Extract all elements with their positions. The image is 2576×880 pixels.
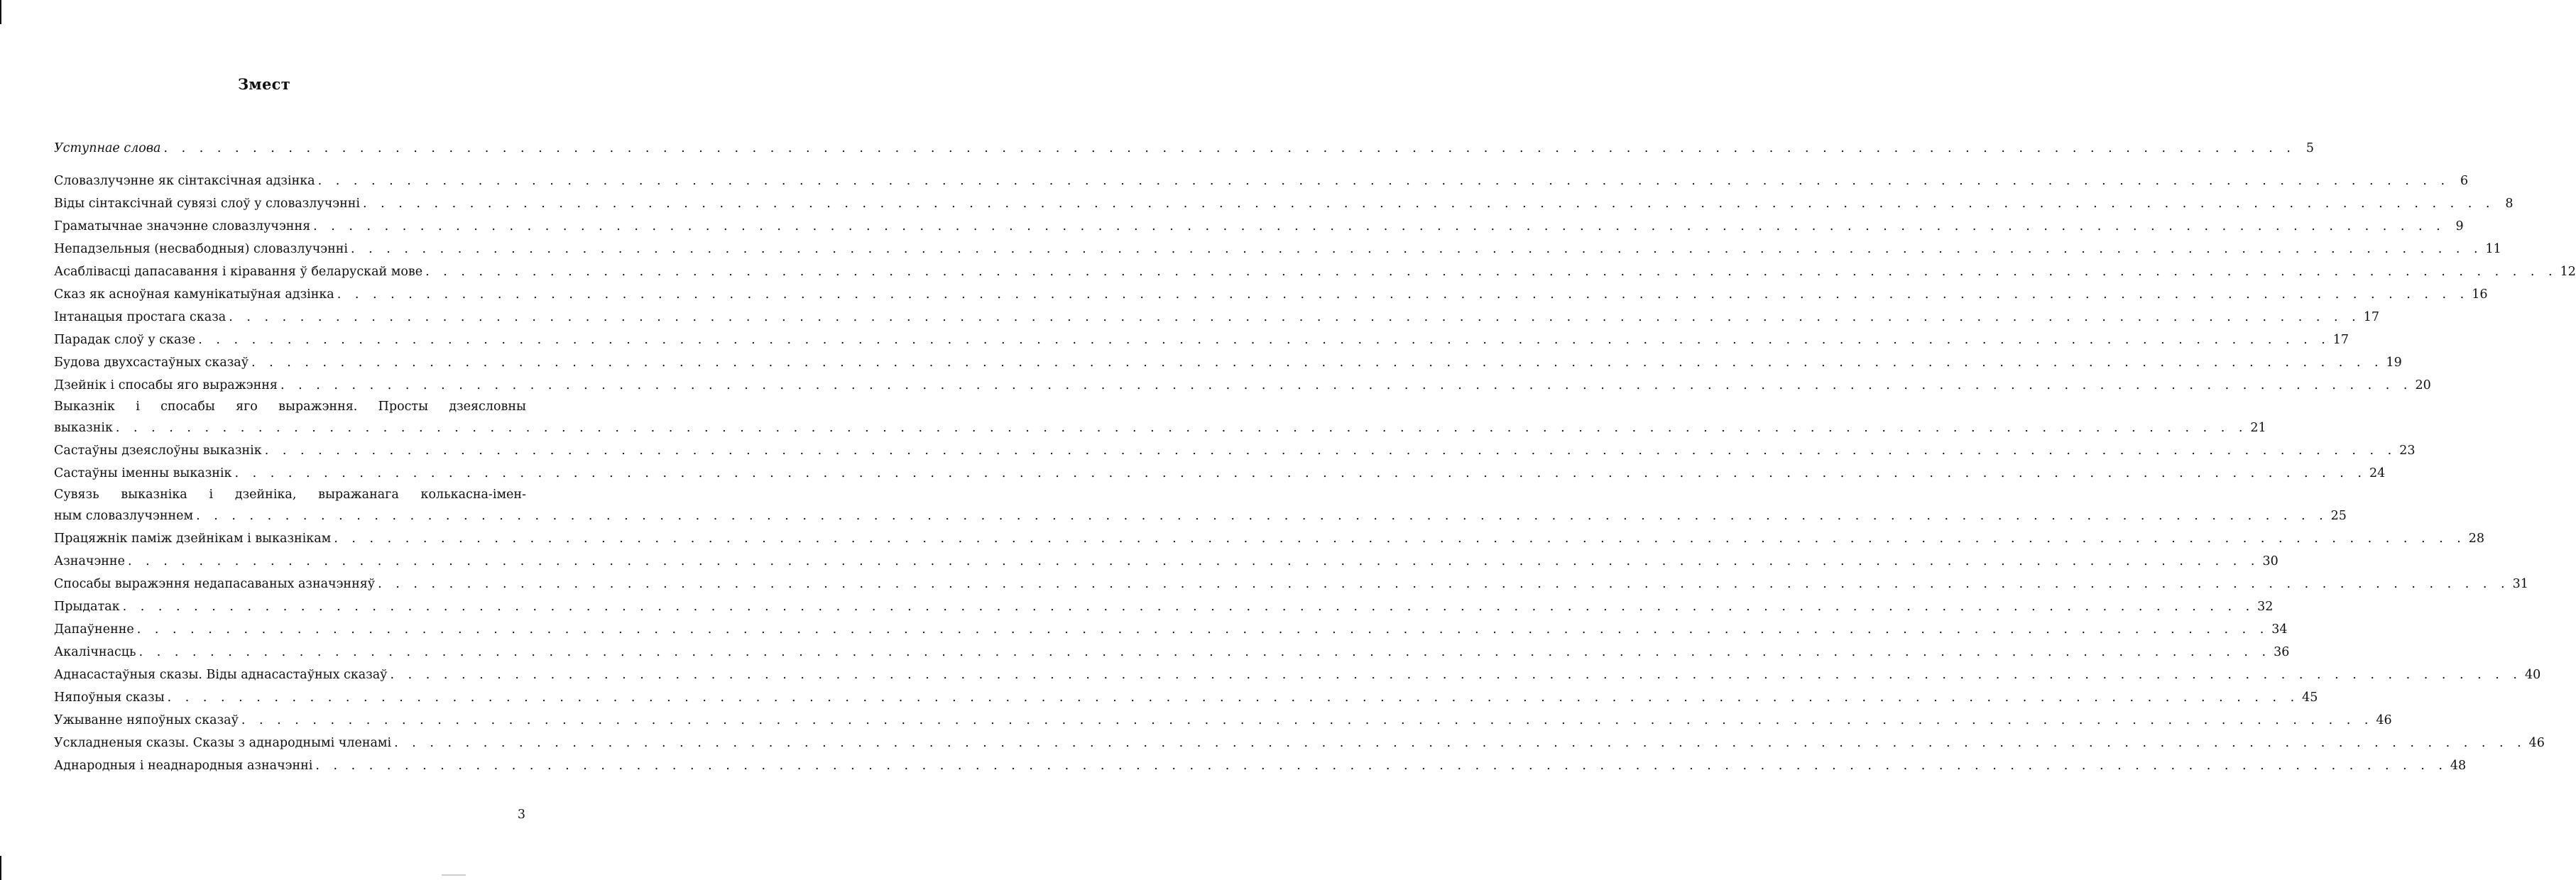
toc-entry-word: выражанага [318,488,399,502]
dot-leader: . . . . . . . . . . . . . . . . . . . . . . . . . . . . . . . . . . . . . . . . . . . . . . . . . . . . . . . . . . . . . . . . . . . . . . . . . . . . . . . . . . . . . . . . . . . . . . . . . . . . . . . . . . . . . . . . . . . . . . . . [313,219,2445,233]
toc-entry-title: Асаблівасці дапасавання і кіравання ў беларускай мове [54,265,423,279]
toc-entry-word: і [136,400,140,414]
dot-leader: . . . . . . . . . . . . . . . . . . . . . . . . . . . . . . . . . . . . . . . . . . . . . . . . . . . . . . . . . . . . . . . . . . . . . . . . . . . . . . . . . . . . . . . . . . . . . . . . . . . . . . . . . . . . . . . . . . . . . . . . [234,466,2367,480]
toc-entry-word: дзеясловны [449,400,526,414]
toc-entry-page: 46 [2528,736,2545,750]
toc-entry-page: 6 [2460,174,2469,188]
toc-entry-word: Просты [378,400,429,414]
toc-entry [54,595,2274,618]
toc-entry-title: Аднародныя і неаднародныя азначэнні [54,759,313,773]
toc-entry-title: Прыдатак [54,600,120,614]
dot-leader: . . . . . . . . . . . . . . . . . . . . . . . . . . . . . . . . . . . . . . . . . . . . . . . . . . . . . . . . . . . . . . . . . . . . . . . . . . . . . . . . . . . . . . . . . . . . . . . . . . . . . . . . . . . . . . . . . . . . . . . . [280,378,2413,392]
toc-entry-page: 34 [2271,622,2288,637]
toc-entry-page: 23 [2399,444,2416,458]
toc-entry [54,641,2290,664]
toc-entry [54,351,2402,374]
toc-entry [54,137,2314,160]
toc-entry-title: Парадак слоў у сказе [54,333,196,347]
toc-entry-word: яго [236,400,258,414]
page-title: Змест [237,75,291,93]
toc-entry-title-line1 [54,485,526,505]
toc-entry [54,664,2541,686]
toc-entry-title-line2: ным словазлучэннем [54,509,194,523]
dot-leader: . . . . . . . . . . . . . . . . . . . . . . . . . . . . . . . . . . . . . . . . . . . . . . . . . . . . . . . . . . . . . . . . . . . . . . . . . . . . . . . . . . . . . . . . . . . . . . . . . . . . . . . . . . . . . . . . . . . . . . . . [394,736,2526,750]
dot-leader: . . . . . . . . . . . . . . . . . . . . . . . . . . . . . . . . . . . . . . . . . . . . . . . . . . . . . . . . . . . . . . . . . . . . . . . . . . . . . . . . . . . . . . . . . . . . . . . . . . . . . . . . . . . . . . . . . . . . . . . . [317,174,2450,188]
dot-leader: . . . . . . . . . . . . . . . . . . . . . . . . . . . . . . . . . . . . . . . . . . . . . . . . . . . . . . . . . . . . . . . . . . . . . . . . . . . . . . . . . . . . . . . . . . . . . . . . . . . . . . . . . . . . . . . . . . . . . . . . [334,532,2466,546]
dot-leader: . . . . . . . . . . . . . . . . . . . . . . . . . . . . . . . . . . . . . . . . . . . . . . . . . . . . . . . . . . . . . . . . . . . . . . . . . . . . . . . . . . . . . . . . . . . . . . . . . . . . . . . . . . . . . . . . . . . . . . . . [138,645,2271,659]
toc-entry-title: Аднасастаўныя сказы. Віды аднасастаўных сказаў [54,668,388,682]
toc-entry-title: Словазлучэнне як сінтаксічная адзінка [54,174,315,188]
dot-leader: . . . . . . . . . . . . . . . . . . . . . . . . . . . . . . . . . . . . . . . . . . . . . . . . . . . . . . . . . . . . . . . . . . . . . . . . . . . . . . . . . . . . . . . . . . . . . . . . . . . . . . . . . . . . . . . . . . . . . . . . [363,197,2495,211]
toc-entry-page: 46 [2376,713,2392,727]
toc-entry-page: 21 [2250,421,2266,435]
toc-entry-page: 9 [2455,219,2464,233]
toc-entry [54,485,2347,527]
dot-leader: . . . . . . . . . . . . . . . . . . . . . . . . . . . . . . . . . . . . . . . . . . . . . . . . . . . . . . . . . . . . . . . . . . . . . . . . . . . . . . . . . . . . . . . . . . . . . . . . . . . . . . . . . . . . . . . . . . . . . . . . [229,310,2361,324]
toc-entry [54,329,2349,351]
toc-entry [54,618,2288,641]
toc-entry-page: 17 [2363,310,2379,324]
crop-mark-bottom [0,856,1,880]
page-number: 3 [517,808,525,822]
toc-entry [54,238,2501,260]
dot-leader: . . . . . . . . . . . . . . . . . . . . . . . . . . . . . . . . . . . . . . . . . . . . . . . . . . . . . . . . . . . . . . . . . . . . . . . . . . . . . . . . . . . . . . . . . . . . . . . . . . . . . . . . . . . . . . . . . . . . . . . . [198,333,2330,347]
toc-entry [54,709,2392,732]
toc-entry [54,283,2488,306]
toc-entry-page: 19 [2386,356,2402,370]
toc-entry-title: Віды сінтаксічнай сувязі слоў у словазлучэнні [54,197,360,211]
toc-entry-page: 20 [2415,378,2431,392]
toc-entry-word: дзейніка, [234,488,297,502]
scan-artifact [442,874,466,876]
toc-entry-page: 25 [2330,509,2347,523]
dot-leader: . . . . . . . . . . . . . . . . . . . . . . . . . . . . . . . . . . . . . . . . . . . . . . . . . . . . . . . . . . . . . . . . . . . . . . . . . . . . . . . . . . . . . . . . . . . . . . . . . . . . . . . . . . . . . . . . . . . . . . . . [241,713,2374,727]
toc-entry-title: Інтанацыя простага сказа [54,310,227,324]
toc-entry-page: 45 [2302,691,2318,705]
dot-leader: . . . . . . . . . . . . . . . . . . . . . . . . . . . . . . . . . . . . . . . . . . . . . . . . . . . . . . . . . . . . . . . . . . . . . . . . . . . . . . . . . . . . . . . . . . . . . . . . . . . . . . . . . . . . . . . . . . . . . . . . [196,509,2328,523]
crop-mark-top [0,0,1,24]
toc-entry-title: Сказ як асноўная камунікатыўная адзінка [54,287,334,302]
toc-entry-title: Няпоўныя сказы [54,691,165,705]
dot-leader: . . . . . . . . . . . . . . . . . . . . . . . . . . . . . . . . . . . . . . . . . . . . . . . . . . . . . . . . . . . . . . . . . . . . . . . . . . . . . . . . . . . . . . . . . . . . . . . . . . . . . . . . . . . . . . . . . . . . . . . . [378,577,2510,591]
toc-entry-title: Састаўны дзеяслоўны выказнік [54,444,262,458]
dot-leader: . . . . . . . . . . . . . . . . . . . . . . . . . . . . . . . . . . . . . . . . . . . . . . . . . . . . . . . . . . . . . . . . . . . . . . . . . . . . . . . . . . . . . . . . . . . . . . . . . . . . . . . . . . . . . . . . . . . . . . . . [115,421,2248,435]
dot-leader: . . . . . . . . . . . . . . . . . . . . . . . . . . . . . . . . . . . . . . . . . . . . . . . . . . . . . . . . . . . . . . . . . . . . . . . . . . . . . . . . . . . . . . . . . . . . . . . . . . . . . . . . . . . . . . . . . . . . . . . . [167,691,2300,705]
toc-entry [54,686,2318,709]
toc-entry-word: выказніка [121,488,187,502]
toc-entry [54,462,2386,485]
toc-entry-title: Граматычнае значэнне словазлучэння [54,219,311,233]
dot-leader: . . . . . . . . . . . . . . . . . . . . . . . . . . . . . . . . . . . . . . . . . . . . . . . . . . . . . . . . . . . . . . . . . . . . . . . . . . . . . . . . . . . . . . . . . . . . . . . . . . . . . . . . . . . . . . . . . . . . . . . . [163,141,2296,155]
toc-entry-page: 17 [2332,333,2349,347]
toc-entry [54,260,2576,283]
dot-leader: . . . . . . . . . . . . . . . . . . . . . . . . . . . . . . . . . . . . . . . . . . . . . . . . . . . . . . . . . . . . . . . . . . . . . . . . . . . . . . . . . . . . . . . . . . . . . . . . . . . . . . . . . . . . . . . . . . . . . . . . [251,356,2384,370]
toc-entry-title: Дзейнік і спосабы яго выражэння [54,378,278,392]
dot-leader: . . . . . . . . . . . . . . . . . . . . . . . . . . . . . . . . . . . . . . . . . . . . . . . . . . . . . . . . . . . . . . . . . . . . . . . . . . . . . . . . . . . . . . . . . . . . . . . . . . . . . . . . . . . . . . . . . . . . . . . . [127,554,2260,568]
dot-leader: . . . . . . . . . . . . . . . . . . . . . . . . . . . . . . . . . . . . . . . . . . . . . . . . . . . . . . . . . . . . . . . . . . . . . . . . . . . . . . . . . . . . . . . . . . . . . . . . . . . . . . . . . . . . . . . . . . . . . . . . [315,759,2447,773]
toc-entry-title: Састаўны іменны выказнік [54,466,232,480]
toc-entry-page: 5 [2305,141,2314,155]
toc-entry-title: Дапаўненне [54,622,134,637]
dot-leader: . . . . . . . . . . . . . . . . . . . . . . . . . . . . . . . . . . . . . . . . . . . . . . . . . . . . . . . . . . . . . . . . . . . . . . . . . . . . . . . . . . . . . . . . . . . . . . . . . . . . . . . . . . . . . . . . . . . . . . . . [390,668,2522,682]
toc-entry [54,374,2431,397]
toc-entry-title: Уступнае слова [54,141,161,155]
toc-entry-word: Выказнік [54,400,115,414]
toc-entry-page: 11 [2485,242,2501,256]
toc-entry-word: і [209,488,214,502]
dot-leader: . . . . . . . . . . . . . . . . . . . . . . . . . . . . . . . . . . . . . . . . . . . . . . . . . . . . . . . . . . . . . . . . . . . . . . . . . . . . . . . . . . . . . . . . . . . . . . . . . . . . . . . . . . . . . . . . . . . . . . . . [136,622,2269,637]
toc-entry-word: колькасна-імен- [420,488,526,502]
toc-entry [54,397,2266,439]
toc-entry-title: Спосабы выражэння недапасаваных азначэнняў [54,577,376,591]
toc-entry-title-line1 [54,397,526,417]
toc-entry-title: Акалічнасць [54,645,136,659]
toc-entry-page: 24 [2369,466,2386,480]
dot-leader: . . . . . . . . . . . . . . . . . . . . . . . . . . . . . . . . . . . . . . . . . . . . . . . . . . . . . . . . . . . . . . . . . . . . . . . . . . . . . . . . . . . . . . . . . . . . . . . . . . . . . . . . . . . . . . . . . . . . . . . . [264,444,2397,458]
toc-entry-word: Сувязь [54,488,99,502]
toc-entry-page: 12 [2560,265,2576,279]
dot-leader: . . . . . . . . . . . . . . . . . . . . . . . . . . . . . . . . . . . . . . . . . . . . . . . . . . . . . . . . . . . . . . . . . . . . . . . . . . . . . . . . . . . . . . . . . . . . . . . . . . . . . . . . . . . . . . . . . . . . . . . . [351,242,2483,256]
toc-entry [54,573,2528,595]
toc-entry [54,192,2514,215]
toc-entry-title: Непадзельныя (несвабодныя) словазлучэнні [54,242,349,256]
toc-entry [54,732,2545,754]
toc-entry-title: Азначэнне [54,554,125,568]
toc-entry-page: 48 [2450,759,2467,773]
toc-entry-page: 28 [2468,532,2485,546]
toc-entry-title: Ускладненыя сказы. Сказы з аднароднымі членамі [54,736,392,750]
dot-leader: . . . . . . . . . . . . . . . . . . . . . . . . . . . . . . . . . . . . . . . . . . . . . . . . . . . . . . . . . . . . . . . . . . . . . . . . . . . . . . . . . . . . . . . . . . . . . . . . . . . . . . . . . . . . . . . . . . . . . . . . [425,265,2558,279]
toc-entry [54,215,2464,238]
toc-entry-page: 40 [2524,668,2541,682]
toc-entry [54,439,2416,462]
toc-entry [54,170,2469,192]
dot-leader: . . . . . . . . . . . . . . . . . . . . . . . . . . . . . . . . . . . . . . . . . . . . . . . . . . . . . . . . . . . . . . . . . . . . . . . . . . . . . . . . . . . . . . . . . . . . . . . . . . . . . . . . . . . . . . . . . . . . . . . . [122,600,2255,614]
toc-entry-page: 16 [2472,287,2488,302]
toc-entry [54,527,2485,550]
dot-leader: . . . . . . . . . . . . . . . . . . . . . . . . . . . . . . . . . . . . . . . . . . . . . . . . . . . . . . . . . . . . . . . . . . . . . . . . . . . . . . . . . . . . . . . . . . . . . . . . . . . . . . . . . . . . . . . . . . . . . . . . [337,287,2469,302]
toc-entry-page: 36 [2274,645,2290,659]
toc-entry [54,550,2278,573]
toc-entry-page: 8 [2505,197,2514,211]
toc-entry [54,754,2467,777]
toc-entry-title: Будова двухсастаўных сказаў [54,356,249,370]
toc-entry-title: Ужыванне няпоўных сказаў [54,713,239,727]
toc-entry [54,306,2379,329]
toc-entry-word: выражэння. [278,400,358,414]
toc-entry-page: 32 [2257,600,2274,614]
toc-entry-word: спосабы [160,400,215,414]
toc-entry-page: 30 [2262,554,2278,568]
toc-entry-title-line2: выказнік [54,421,113,435]
table-of-contents [54,137,2576,777]
toc-entry-page: 31 [2512,577,2528,591]
toc-entry-title: Працяжнік паміж дзейнікам і выказнікам [54,532,332,546]
